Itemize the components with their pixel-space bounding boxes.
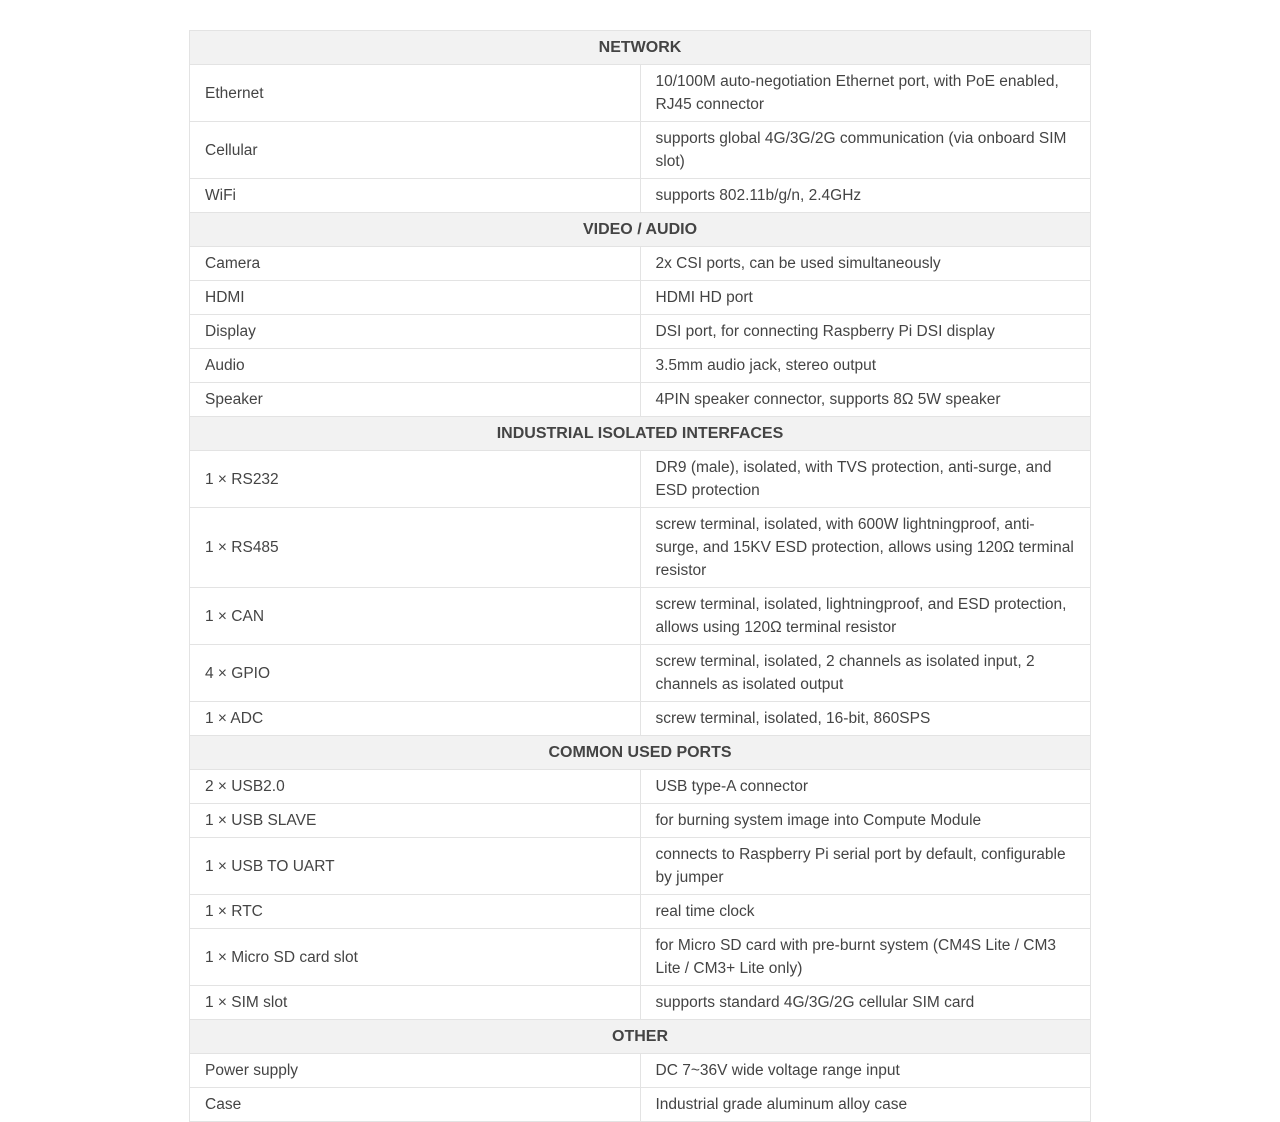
spec-value: supports 802.11b/g/n, 2.4GHz xyxy=(640,179,1091,213)
table-row xyxy=(190,349,1091,383)
spec-name: 1 × USB SLAVE xyxy=(190,804,641,838)
section-title: COMMON USED PORTS xyxy=(190,736,1091,770)
table-row xyxy=(190,986,1091,1020)
spec-value: real time clock xyxy=(640,895,1091,929)
spec-value: 10/100M auto-negotiation Ethernet port, with PoE enabled, RJ45 connector xyxy=(640,65,1091,122)
spec-name: Ethernet xyxy=(190,65,641,122)
section-header xyxy=(190,1020,1091,1054)
spec-value: supports standard 4G/3G/2G cellular SIM card xyxy=(640,986,1091,1020)
table-row xyxy=(190,451,1091,508)
spec-name: 1 × RS485 xyxy=(190,508,641,588)
table-row xyxy=(190,1088,1091,1122)
table-row xyxy=(190,281,1091,315)
specifications-table xyxy=(189,30,1091,1122)
table-row xyxy=(190,770,1091,804)
section-title: NETWORK xyxy=(190,31,1091,65)
section-title: VIDEO / AUDIO xyxy=(190,213,1091,247)
spec-name: Case xyxy=(190,1088,641,1122)
spec-name: 1 × USB TO UART xyxy=(190,838,641,895)
spec-name: 1 × RS232 xyxy=(190,451,641,508)
table-row xyxy=(190,588,1091,645)
section-header xyxy=(190,736,1091,770)
spec-value: 2x CSI ports, can be used simultaneously xyxy=(640,247,1091,281)
spec-value: for burning system image into Compute Module xyxy=(640,804,1091,838)
spec-name: 4 × GPIO xyxy=(190,645,641,702)
table-row xyxy=(190,179,1091,213)
spec-name: Camera xyxy=(190,247,641,281)
table-row xyxy=(190,65,1091,122)
spec-value: DSI port, for connecting Raspberry Pi DSI display xyxy=(640,315,1091,349)
spec-value: connects to Raspberry Pi serial port by default, configurable by jumper xyxy=(640,838,1091,895)
table-row xyxy=(190,508,1091,588)
spec-name: Cellular xyxy=(190,122,641,179)
spec-name: 1 × ADC xyxy=(190,702,641,736)
table-row xyxy=(190,702,1091,736)
table-row xyxy=(190,804,1091,838)
table-row xyxy=(190,247,1091,281)
spec-value: DR9 (male), isolated, with TVS protection, anti-surge, and ESD protection xyxy=(640,451,1091,508)
table-row xyxy=(190,838,1091,895)
section-title: INDUSTRIAL ISOLATED INTERFACES xyxy=(190,417,1091,451)
spec-value: screw terminal, isolated, 2 channels as isolated input, 2 channels as isolated output xyxy=(640,645,1091,702)
spec-name: Display xyxy=(190,315,641,349)
spec-value: Industrial grade aluminum alloy case xyxy=(640,1088,1091,1122)
spec-name: 1 × Micro SD card slot xyxy=(190,929,641,986)
table-row xyxy=(190,122,1091,179)
section-header xyxy=(190,31,1091,65)
section-header xyxy=(190,417,1091,451)
spec-name: HDMI xyxy=(190,281,641,315)
spec-name: WiFi xyxy=(190,179,641,213)
spec-value: DC 7~36V wide voltage range input xyxy=(640,1054,1091,1088)
spec-name: 1 × SIM slot xyxy=(190,986,641,1020)
spec-value: 4PIN speaker connector, supports 8Ω 5W speaker xyxy=(640,383,1091,417)
spec-value: for Micro SD card with pre-burnt system (CM4S Lite / CM3 Lite / CM3+ Lite only) xyxy=(640,929,1091,986)
spec-value: USB type-A connector xyxy=(640,770,1091,804)
spec-name: Audio xyxy=(190,349,641,383)
spec-value: HDMI HD port xyxy=(640,281,1091,315)
spec-value: screw terminal, isolated, 16-bit, 860SPS xyxy=(640,702,1091,736)
table-row xyxy=(190,383,1091,417)
section-title: OTHER xyxy=(190,1020,1091,1054)
spec-value: screw terminal, isolated, lightningproof, and ESD protection, allows using 120Ω terminal resistor xyxy=(640,588,1091,645)
spec-name: 1 × CAN xyxy=(190,588,641,645)
table-row xyxy=(190,929,1091,986)
section-header xyxy=(190,213,1091,247)
spec-value: supports global 4G/3G/2G communication (via onboard SIM slot) xyxy=(640,122,1091,179)
spec-name: 2 × USB2.0 xyxy=(190,770,641,804)
table-row xyxy=(190,895,1091,929)
spec-name: Power supply xyxy=(190,1054,641,1088)
table-row xyxy=(190,1054,1091,1088)
table-row xyxy=(190,645,1091,702)
spec-value: 3.5mm audio jack, stereo output xyxy=(640,349,1091,383)
spec-value: screw terminal, isolated, with 600W lightningproof, anti-surge, and 15KV ESD protection, allows using 120Ω terminal resistor xyxy=(640,508,1091,588)
table-row xyxy=(190,315,1091,349)
spec-name: 1 × RTC xyxy=(190,895,641,929)
spec-name: Speaker xyxy=(190,383,641,417)
